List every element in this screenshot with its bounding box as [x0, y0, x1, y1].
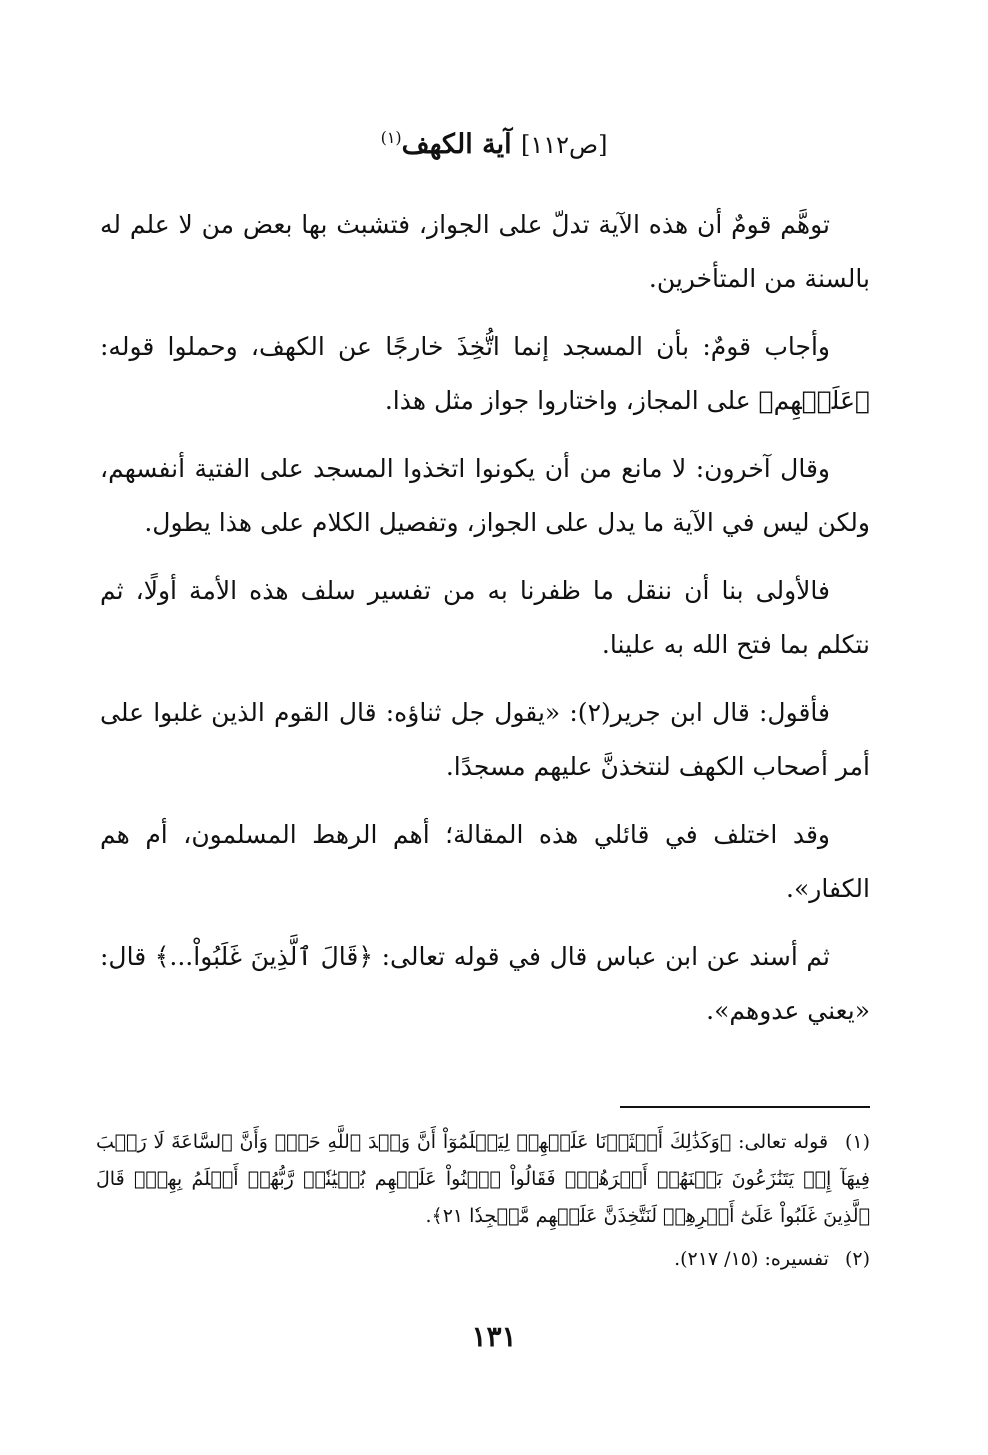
paragraph: وأجاب قومٌ: بأن المسجد إنما اتُّخِذَ خارجًا عن الكهف، وحملوا قوله: ﴿عَلَيۡهِم﴾ على المجاز، واختاروا جواز مثل هذا. — [100, 332, 870, 415]
paragraph: فالأولى بنا أن ننقل ما ظفرنا به من تفسير سلف هذه الأمة أولًا، ثم نتكلم بما فتح الله به علينا. — [100, 576, 870, 659]
footnote-text: تفسيره: (١٥/ ٢١٧). — [674, 1248, 829, 1270]
footnote-divider — [620, 1106, 870, 1108]
heading-footnote-mark: (١) — [380, 128, 402, 147]
page-reference: [ص١١٢] — [521, 131, 608, 159]
heading-title: آية الكهف — [401, 129, 512, 160]
paragraph: ثم أسند عن ابن عباس قال في قوله تعالى: ﴿قَالَ ٱلَّذِينَ غَلَبُواْ...﴾ قال: «يعني عدوهم». — [100, 942, 870, 1025]
main-text — [100, 198, 870, 1052]
paragraph: وقال آخرون: لا مانع من أن يكونوا اتخذوا المسجد على الفتية أنفسهم، ولكن ليس في الآية ما يدل على الجواز، وتفصيل الكلام على هذا يطول. — [100, 454, 870, 537]
page-number: ١٣١ — [471, 1320, 517, 1353]
footnote — [96, 1241, 870, 1278]
paragraph: فأقول: قال ابن جرير(٢): «يقول جل ثناؤه: قال القوم الذين غلبوا على أمر أصحاب الكهف لنتخذنَّ عليهم مسجدًا. — [100, 698, 870, 781]
footnotes — [96, 1124, 870, 1284]
footnote-number: (١) — [844, 1131, 870, 1153]
paragraph: توهَّم قومٌ أن هذه الآية تدلّ على الجواز، فتشبث بها بعض من لا علم له بالسنة من المتأخرين. — [100, 210, 870, 293]
footnote-text: قوله تعالى: ﴿وَكَذَٰلِكَ أَعۡثَرۡنَا عَلَيۡهِمۡ لِيَعۡلَمُوٓاْ أَنَّ وَعۡدَ ٱللَّهِ حَقّٞ وَأَنَّ ٱلسَّاعَةَ لَا رَيۡبَ فِيهَآ إِذۡ يَتَنَٰزَعُونَ بَيۡنَهُمۡ أَمۡرَهُمۡۖ فَقَالُواْ ٱبۡنُواْ عَلَيۡهِم بُنۡيَٰنٗاۖ رَّبُّهُمۡ أَعۡلَمُ بِهِمۡۚ قَالَ ٱلَّذِينَ غَلَبُواْ عَلَىٰٓ أَمۡرِهِمۡ لَنَتَّخِذَنَّ عَلَيۡهِم مَّسۡجِدٗا ٢١﴾. — [96, 1131, 870, 1227]
footnote-number: (٢) — [844, 1248, 870, 1270]
section-heading — [0, 128, 988, 160]
paragraph: وقد اختلف في قائلي هذه المقالة؛ أهم الرهط المسلمون، أم هم الكفار». — [100, 820, 870, 903]
footnote — [96, 1124, 870, 1235]
